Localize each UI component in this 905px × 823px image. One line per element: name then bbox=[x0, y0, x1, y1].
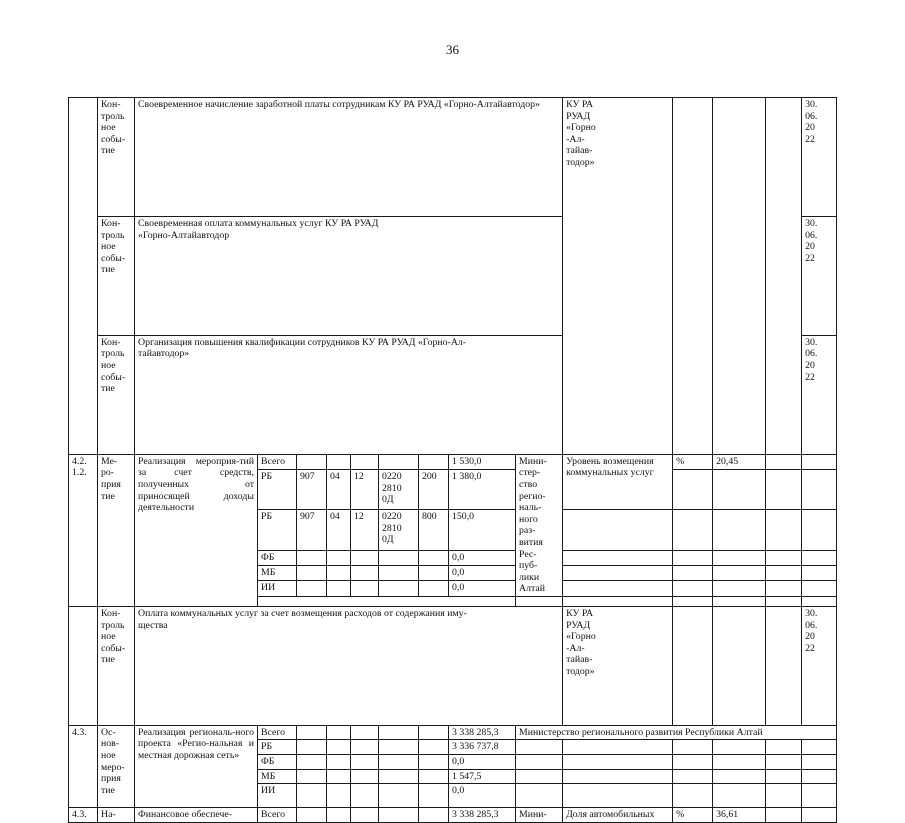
source-cell: ИИ bbox=[258, 784, 297, 808]
executor-cell: Мини- стер- ство регио- наль- ного раз- вития Рес- пуб- лики Алтай bbox=[516, 454, 563, 596]
source-cell: ФБ bbox=[258, 550, 297, 565]
description-cell: Организация повышения квалификации сотрудников КУ РА РУАД «Горно-Ал- тайавтодор» bbox=[135, 335, 563, 454]
sum-cell: 0,0 bbox=[449, 565, 516, 580]
type-cell: Ос- нов- ное меро- прия тие bbox=[98, 725, 135, 807]
table-row bbox=[69, 98, 837, 217]
type-cell: На- bbox=[98, 808, 135, 823]
table-row: РБ 907 04 12 0220 2810 0Д 800 150,0 bbox=[69, 510, 837, 550]
num-cell bbox=[69, 606, 98, 725]
source-cell: Всего bbox=[258, 454, 297, 469]
sum-cell: 3 338 285,3 bbox=[449, 808, 516, 823]
num-cell bbox=[69, 98, 98, 455]
num-cell: 4.2. 1.2. bbox=[69, 454, 98, 606]
value-cell: 36,61 bbox=[713, 808, 766, 823]
page-number: 36 bbox=[446, 42, 459, 57]
unit-cell bbox=[713, 98, 766, 455]
sum-cell: 0,0 bbox=[449, 784, 516, 808]
date-start-cell: 30. 06. 20 22 bbox=[802, 216, 837, 335]
source-cell: РБ bbox=[258, 470, 297, 510]
source-cell: ИИ bbox=[258, 581, 297, 597]
date-start-cell: 30. 06. 20 22 bbox=[802, 606, 837, 725]
sum-cell: 1 547,5 bbox=[449, 769, 516, 784]
program-table bbox=[68, 97, 837, 823]
table-row: РБ 907 04 12 0220 2810 0Д 200 1 380,0 bbox=[69, 470, 837, 510]
executor-cell: КУ РА РУАД «Горно -Ал- тайав- тодор» bbox=[563, 606, 673, 725]
source-cell: МБ bbox=[258, 769, 297, 784]
table-row bbox=[69, 606, 837, 725]
sum-cell: 3 338 285,3 bbox=[449, 725, 516, 740]
sum-cell: 150,0 bbox=[449, 510, 516, 550]
date-start-cell: 30. 06. 20 22 bbox=[802, 98, 837, 217]
table-row bbox=[69, 454, 837, 469]
description-cell: Оплата коммунальных услуг за счет возмещения расходов от содержания иму- щества bbox=[135, 606, 563, 725]
source-cell: Всего bbox=[258, 725, 297, 740]
description-cell: Реализация региональ-ного проекта «Регио-нальная и местная дорожная сеть» bbox=[135, 725, 258, 807]
type-cell: Кон- троль ное собы- тие bbox=[98, 335, 135, 454]
indicator-cell: Доля автомобильных bbox=[563, 808, 673, 823]
sum-cell: 0,0 bbox=[449, 755, 516, 770]
source-cell: Всего bbox=[258, 808, 297, 823]
value-cell bbox=[766, 98, 802, 455]
source-cell: РБ bbox=[258, 740, 297, 755]
type-cell: Ме- ро- прия тие bbox=[98, 454, 135, 606]
description-cell: Финансовое обеспече- bbox=[135, 808, 258, 823]
type-cell: Кон- троль ное собы- тие bbox=[98, 606, 135, 725]
type-cell: Кон- троль ное собы- тие bbox=[98, 216, 135, 335]
value-cell: 20,45 bbox=[713, 454, 766, 469]
sum-cell: 3 336 737,8 bbox=[449, 740, 516, 755]
description-cell: Своевременное начисление заработной платы сотрудникам КУ РА РУАД «Горно-Алтайавтодор» bbox=[135, 98, 563, 217]
source-cell: РБ bbox=[258, 510, 297, 550]
executor-cell: Министерство регионального развития Республики Алтай bbox=[516, 725, 837, 740]
sum-cell: 1 380,0 bbox=[449, 470, 516, 510]
type-cell: Кон- троль ное собы- тие bbox=[98, 98, 135, 217]
executor-cell: Мини- bbox=[516, 808, 563, 823]
unit-cell: % bbox=[673, 808, 713, 823]
indicator-cell: Уровень возмещения коммунальных услуг bbox=[563, 454, 673, 509]
sum-cell: 0,0 bbox=[449, 581, 516, 597]
date-start-cell: 30. 06. 20 22 bbox=[802, 335, 837, 454]
executor-cell: КУ РА РУАД «Горно -Ал- тайав- тодор» bbox=[563, 98, 673, 455]
sum-cell: 0,0 bbox=[449, 550, 516, 565]
source-cell: МБ bbox=[258, 565, 297, 580]
indicator-cell bbox=[673, 98, 713, 455]
unit-cell: % bbox=[673, 454, 713, 469]
description-cell: Своевременная оплата коммунальных услуг КУ РА РУАД «Горно-Алтайавтодор bbox=[135, 216, 563, 335]
num-cell: 4.3. bbox=[69, 808, 98, 823]
table-row bbox=[69, 808, 837, 823]
table-row bbox=[69, 725, 837, 740]
num-cell: 4.3. bbox=[69, 725, 98, 807]
description-cell: Реализация мероприя-тий за счет средств, полученных от приносящей доходы деятельности bbox=[135, 454, 258, 606]
source-cell: ФБ bbox=[258, 755, 297, 770]
sum-cell: 1 530,0 bbox=[449, 454, 516, 469]
